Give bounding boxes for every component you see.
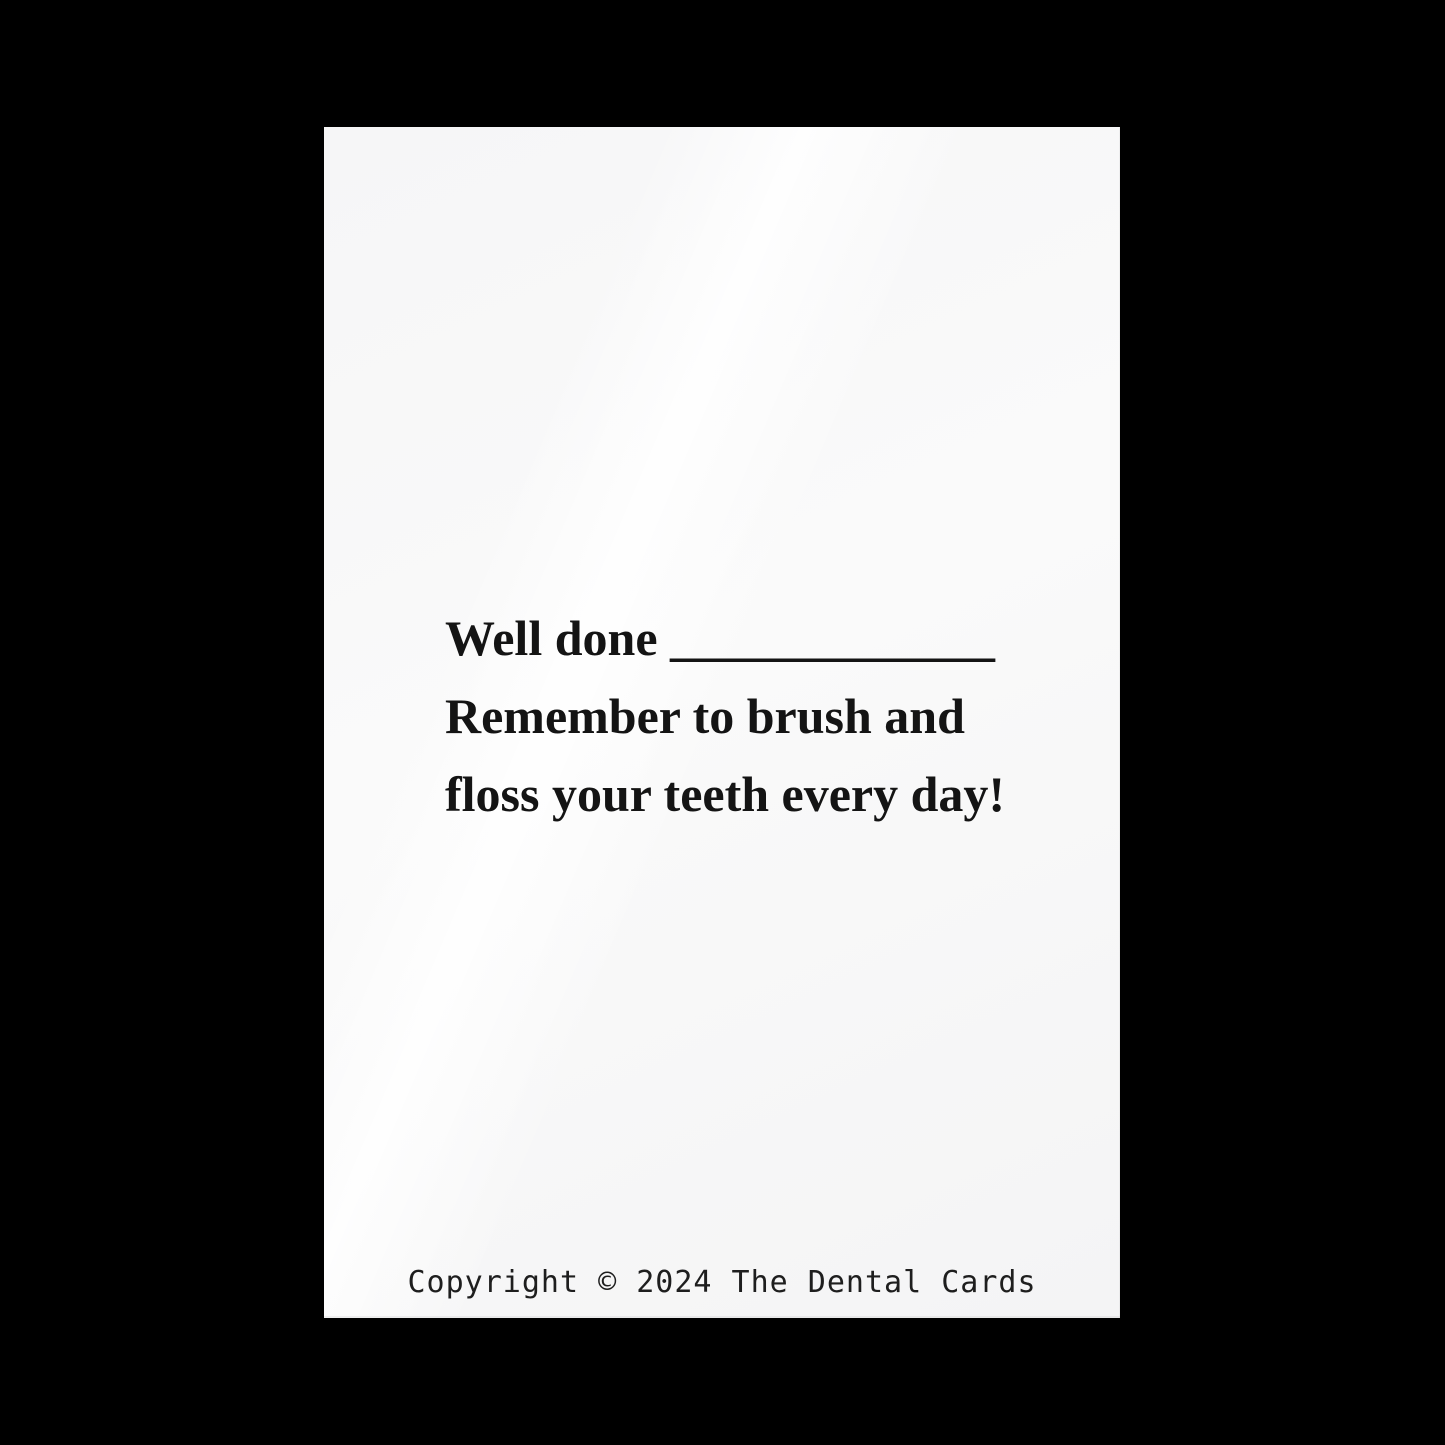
copyright-line: Copyright © 2024 The Dental Cards (407, 1265, 1037, 1300)
message-line-1: Well done _____________ (445, 610, 996, 666)
message-line-2: Remember to brush and (445, 688, 965, 744)
message-line-3: floss your teeth every day! (445, 766, 1006, 822)
greeting-card-back (324, 127, 1120, 1318)
card-message (445, 599, 1045, 833)
